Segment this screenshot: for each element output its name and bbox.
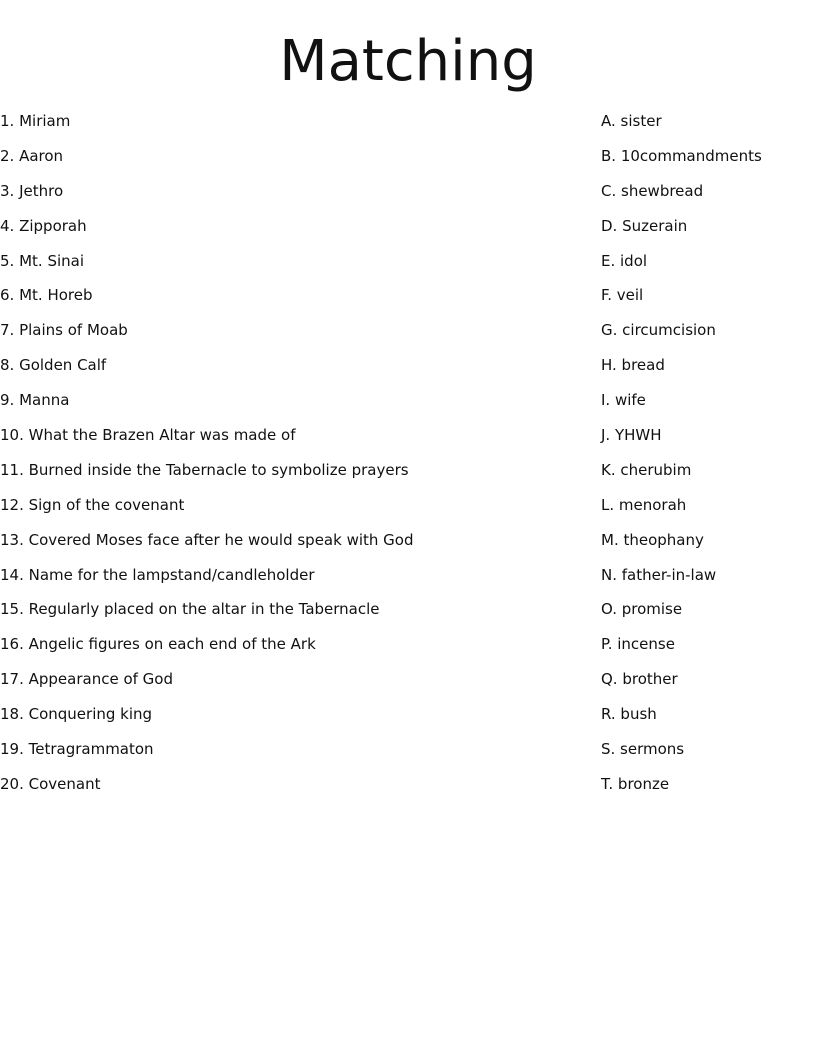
question-item: 20. Covenant: [0, 774, 101, 793]
answer-item: H. bread: [601, 356, 665, 375]
answer-item: R. bush: [601, 705, 657, 724]
answer-item: N. father-in-law: [601, 565, 717, 584]
answer-item: P. incense: [601, 635, 675, 654]
answer-item: F. veil: [601, 286, 644, 305]
question-item: 5. Mt. Sinai: [0, 251, 84, 270]
questions-list: [0, 110, 580, 808]
answer-item: A. sister: [601, 112, 662, 130]
question-item: 17. Appearance of God: [0, 670, 174, 689]
question-item: 12. Sign of the covenant: [0, 495, 185, 514]
answer-item: K. cherubim: [601, 460, 692, 479]
question-item: 8. Golden Calf: [0, 356, 107, 375]
question-item: 7. Plains of Moab: [0, 321, 128, 340]
answer-item: M. theophany: [601, 530, 704, 549]
answer-item: C. shewbread: [601, 181, 704, 200]
question-item: 18. Conquering king: [0, 705, 153, 724]
answer-item: T. bronze: [601, 774, 670, 793]
question-item: 3. Jethro: [0, 181, 64, 200]
question-item: 11. Burned inside the Tabernacle to symbolize prayers: [0, 460, 409, 479]
question-item: 14. Name for the lampstand/candleholder: [0, 565, 315, 584]
question-item: 10. What the Brazen Altar was made of: [0, 426, 296, 445]
answer-item: J. YHWH: [601, 426, 662, 445]
answers-list: [601, 110, 816, 808]
answer-item: Q. brother: [601, 670, 678, 689]
question-item: 13. Covered Moses face after he would speak with God: [0, 530, 414, 549]
answer-item: I. wife: [601, 391, 646, 410]
answer-item: B. 10commandments: [601, 146, 762, 165]
question-item: 6. Mt. Horeb: [0, 286, 93, 305]
answer-item: D. Suzerain: [601, 216, 688, 235]
question-item: 15. Regularly placed on the altar in the Tabernacle: [0, 600, 380, 619]
answer-item: S. sermons: [601, 740, 685, 759]
question-item: 9. Manna: [0, 391, 70, 410]
answer-item: E. idol: [601, 251, 648, 270]
answer-item: G. circumcision: [601, 321, 716, 340]
question-item: 16. Angelic figures on each end of the Ark: [0, 635, 316, 654]
question-item: 4. Zipporah: [0, 216, 87, 235]
answer-item: O. promise: [601, 600, 683, 619]
question-item: 2. Aaron: [0, 146, 64, 165]
question-item: 1. Miriam: [0, 112, 71, 130]
page-title: Matching: [279, 29, 537, 94]
answer-item: L. menorah: [601, 495, 687, 514]
question-item: 19. Tetragrammaton: [0, 740, 154, 759]
